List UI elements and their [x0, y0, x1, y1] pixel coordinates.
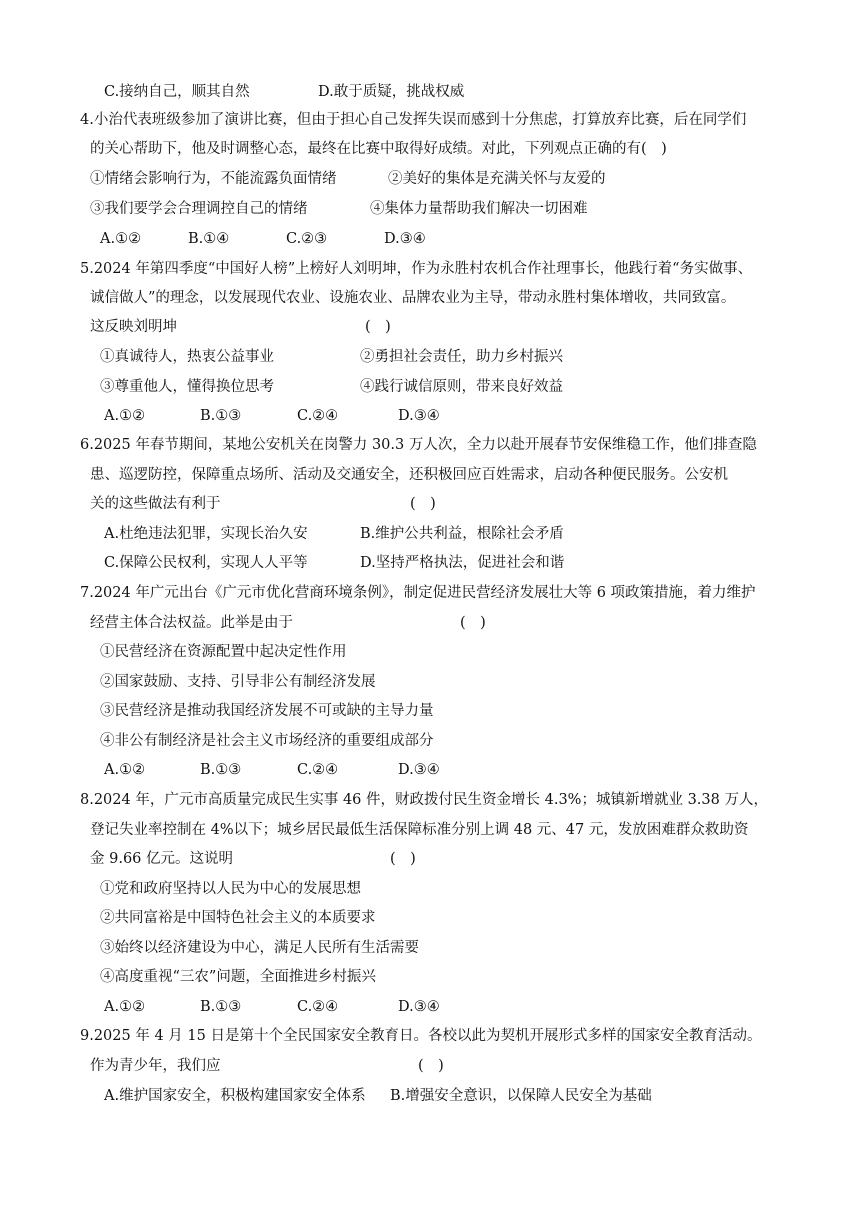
q7-statement-1: ①民营经济在资源配置中起决定性作用: [100, 644, 347, 660]
q7-stem-line1: 7.2024 年广元出台《广元市优化营商环境条例》，制定促进民营经济发展壮大等 6 项政策措施，着力维护: [80, 585, 756, 601]
q5-stem-line2: 诚信做人”的理念，以发展现代农业、设施农业、品牌农业为主导，带动永胜村集体增收，共同致富。: [90, 290, 736, 306]
q7-option-a: A.①②: [104, 762, 146, 778]
q8-option-b: B.①③: [200, 999, 242, 1015]
q7-answer-blank: ( ): [460, 615, 486, 631]
q3-option-c: C.接纳自己，顺其自然: [104, 84, 250, 100]
q8-stem-line3: 金 9.66 亿元。这说明: [90, 851, 234, 867]
q8-statement-1: ①党和政府坚持以人民为中心的发展思想: [100, 881, 361, 897]
q4-option-c: C.②③: [286, 231, 328, 247]
q5-option-b: B.①③: [200, 408, 242, 424]
q6-option-d: D.坚持严格执法，促进社会和谐: [360, 555, 565, 571]
q5-stem-line3: 这反映刘明坤: [90, 319, 177, 335]
q8-option-a: A.①②: [104, 999, 146, 1015]
q8-stem-line2: 登记失业率控制在 4%以下；城乡居民最低生活保障标准分别上调 48 元、47 元，发放困难群众救助资: [90, 822, 749, 838]
q4-option-d: D.③④: [384, 231, 426, 247]
q5-answer-blank: ( ): [365, 319, 391, 335]
q7-option-d: D.③④: [398, 762, 440, 778]
q5-option-a: A.①②: [104, 408, 146, 424]
q5-option-d: D.③④: [398, 408, 440, 424]
q7-option-b: B.①③: [200, 762, 242, 778]
q7-statement-4: ④非公有制经济是社会主义市场经济的重要组成部分: [100, 733, 434, 749]
q6-stem-line1: 6.2025 年春节期间，某地公安机关在岗警力 30.3 万人次，全力以赴开展春节安保维稳工作，他们排查隐: [80, 437, 757, 453]
q4-statement-1: ①情绪会影响行为，不能流露负面情绪: [90, 171, 337, 187]
q6-option-b: B.维护公共利益，根除社会矛盾: [360, 526, 564, 542]
q9-option-a: A.维护国家安全，积极构建国家安全体系: [104, 1088, 366, 1104]
q8-option-d: D.③④: [398, 999, 440, 1015]
q8-statement-4: ④高度重视“三农”问题，全面推进乡村振兴: [100, 969, 376, 985]
q4-statement-4: ④集体力量帮助我们解决一切困难: [370, 201, 588, 217]
q4-statement-2: ②美好的集体是充满关怀与友爱的: [388, 171, 606, 187]
q4-option-b: B.①④: [188, 231, 230, 247]
q4-stem-line1: 4.小治代表班级参加了演讲比赛，但由于担心自己发挥失误而感到十分焦虑，打算放弃比赛，后在同学们: [80, 112, 747, 128]
q5-statement-3: ③尊重他人，懂得换位思考: [100, 379, 274, 395]
q5-statement-1: ①真诚待人，热衷公益事业: [100, 349, 274, 365]
q9-stem-line2: 作为青少年，我们应: [90, 1058, 221, 1074]
q8-statement-2: ②共同富裕是中国特色社会主义的本质要求: [100, 910, 376, 926]
q4-stem-line2: 的关心帮助下，他及时调整心态，最终在比赛中取得好成绩。对此，下列观点正确的有( ): [90, 141, 667, 157]
q7-statement-2: ②国家鼓励、支持、引导非公有制经济发展: [100, 674, 376, 690]
q5-statement-2: ②勇担社会责任，助力乡村振兴: [360, 349, 563, 365]
q8-answer-blank: ( ): [390, 851, 416, 867]
q5-stem-line1: 5.2024 年第四季度“中国好人榜”上榜好人刘明坤，作为永胜村农机合作社理事长，他践行着“务实做事、: [80, 261, 753, 277]
q5-option-c: C.②④: [297, 408, 339, 424]
q5-statement-4: ④践行诚信原则，带来良好效益: [360, 379, 563, 395]
q8-stem-line1: 8.2024 年，广元市高质量完成民生实事 46 件，财政拨付民生资金增长 4.3%；城镇新增就业 3.38 万人，: [80, 792, 768, 808]
q6-stem-line3: 关的这些做法有利于: [90, 496, 221, 512]
q6-option-a: A.杜绝违法犯罪，实现长治久安: [104, 526, 308, 542]
q9-option-b: B.增强安全意识，以保障人民安全为基础: [390, 1088, 652, 1104]
q7-option-c: C.②④: [297, 762, 339, 778]
q6-option-c: C.保障公民权利，实现人人平等: [104, 555, 308, 571]
q9-stem-line1: 9.2025 年 4 月 15 日是第十个全民国家安全教育日。各校以此为契机开展形式多样的国家安全教育活动。: [80, 1028, 762, 1044]
q7-statement-3: ③民营经济是推动我国经济发展不可或缺的主导力量: [100, 703, 434, 719]
q6-answer-blank: ( ): [410, 496, 436, 512]
q9-answer-blank: ( ): [418, 1058, 444, 1074]
q3-option-d: D.敢于质疑，挑战权威: [318, 84, 465, 100]
q7-stem-line2: 经营主体合法权益。此举是由于: [90, 615, 293, 631]
q6-stem-line2: 患、巡逻防控，保障重点场所、活动及交通安全，还积极回应百姓需求，启动各种便民服务。公安机: [90, 467, 728, 483]
q8-statement-3: ③始终以经济建设为中心，满足人民所有生活需要: [100, 940, 419, 956]
q8-option-c: C.②④: [297, 999, 339, 1015]
q4-statement-3: ③我们要学会合理调控自己的情绪: [90, 201, 308, 217]
q4-option-a: A.①②: [100, 231, 142, 247]
